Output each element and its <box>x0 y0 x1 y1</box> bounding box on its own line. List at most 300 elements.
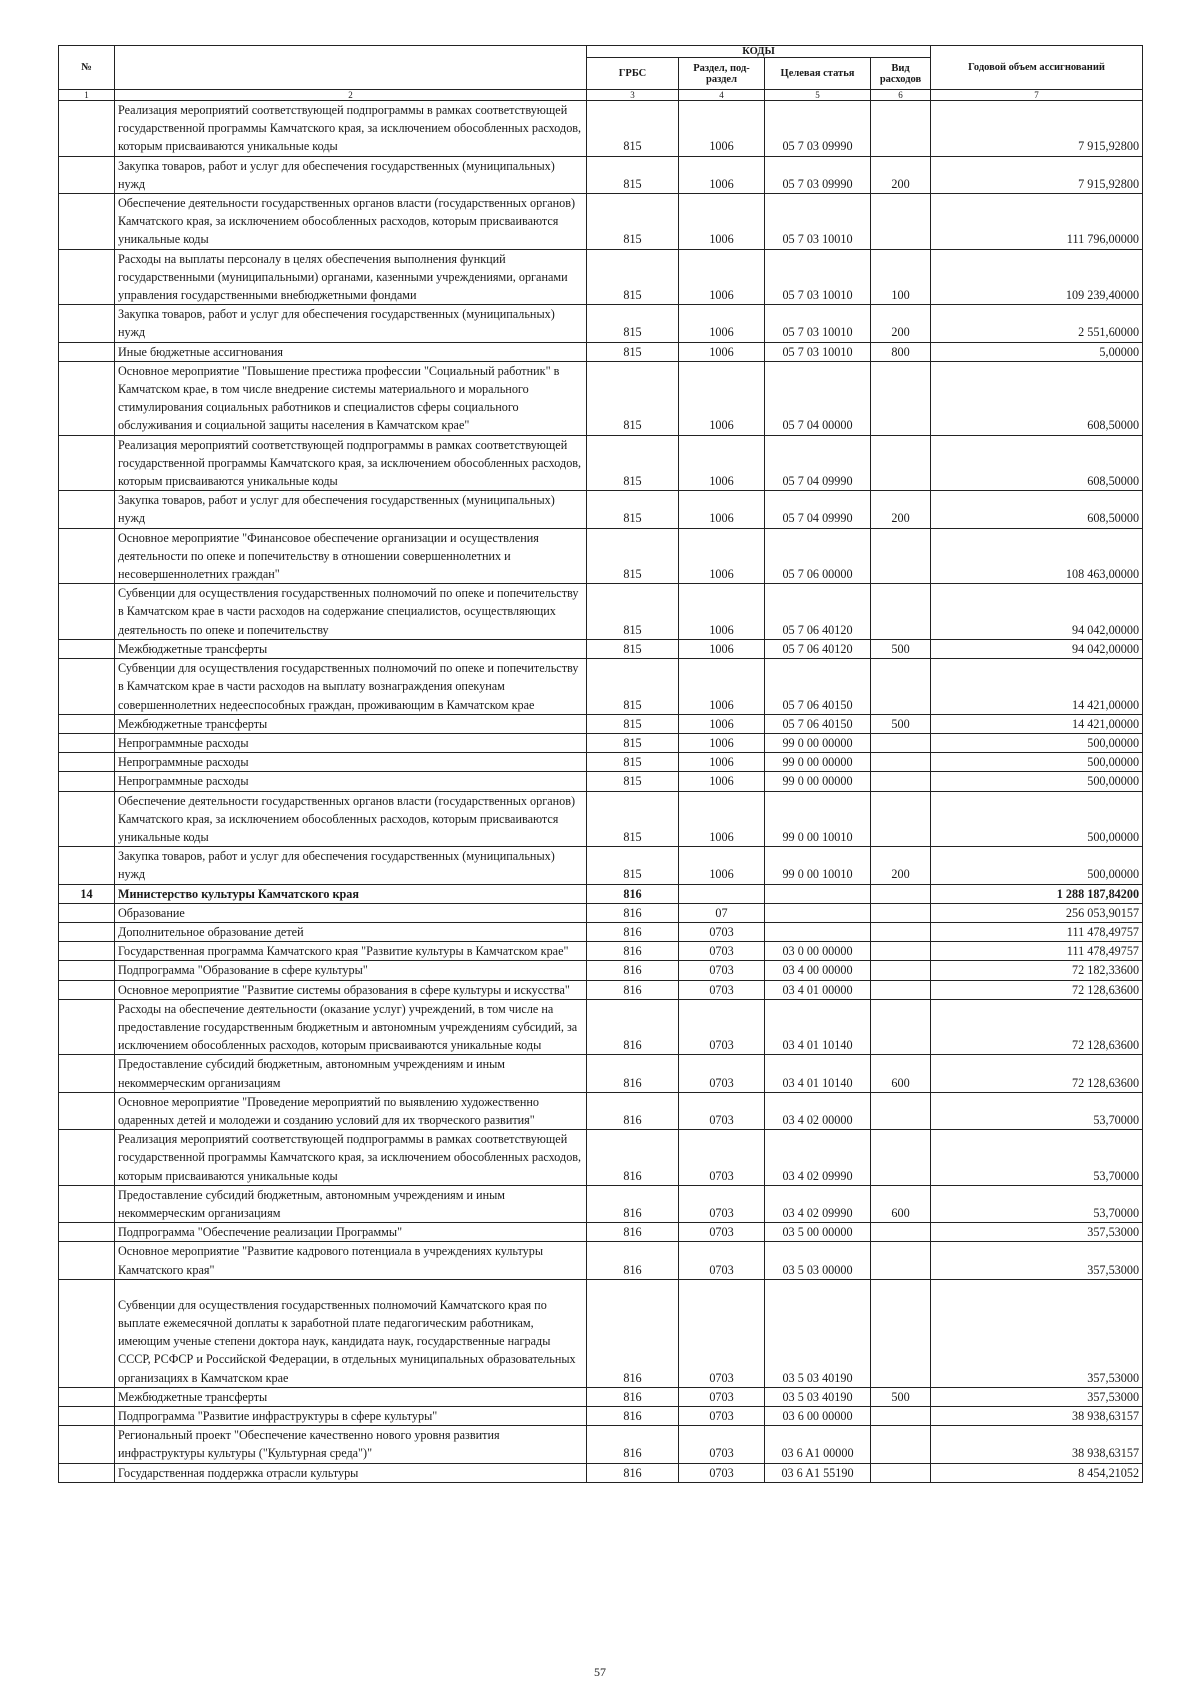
row-razdel: 1006 <box>679 791 765 847</box>
row-vid <box>871 733 931 752</box>
row-amount: 357,53000 <box>931 1242 1143 1279</box>
row-grbs: 815 <box>587 847 679 884</box>
row-vid <box>871 1463 931 1482</box>
table-row <box>59 999 1143 1055</box>
row-number <box>59 1185 115 1222</box>
row-tselevaya: 99 0 00 00000 <box>765 772 871 791</box>
row-tselevaya: 03 4 02 00000 <box>765 1092 871 1129</box>
row-number <box>59 361 115 435</box>
row-razdel: 1006 <box>679 528 765 584</box>
header-razdel: Раздел, под-раздел <box>679 58 765 90</box>
row-grbs: 815 <box>587 491 679 528</box>
col-index: 3 <box>587 90 679 101</box>
row-amount: 357,53000 <box>931 1279 1143 1387</box>
table-row <box>59 980 1143 999</box>
row-vid <box>871 361 931 435</box>
row-razdel: 1006 <box>679 639 765 658</box>
row-tselevaya: 05 7 03 10010 <box>765 305 871 342</box>
row-tselevaya: 03 5 00 00000 <box>765 1223 871 1242</box>
row-razdel: 1006 <box>679 491 765 528</box>
table-row <box>59 435 1143 491</box>
row-amount: 500,00000 <box>931 772 1143 791</box>
row-name: Государственная программа Камчатского края "Развитие культуры в Камчатском крае" <box>115 942 587 961</box>
row-razdel: 1006 <box>679 714 765 733</box>
header-name-blank <box>115 46 587 90</box>
table-row <box>59 361 1143 435</box>
row-amount: 357,53000 <box>931 1387 1143 1406</box>
row-name: Непрограммные расходы <box>115 733 587 752</box>
row-number <box>59 999 115 1055</box>
row-vid: 600 <box>871 1055 931 1092</box>
row-vid <box>871 942 931 961</box>
row-razdel: 0703 <box>679 1242 765 1279</box>
row-vid <box>871 1130 931 1186</box>
row-razdel: 0703 <box>679 999 765 1055</box>
row-grbs: 815 <box>587 249 679 305</box>
row-name: Основное мероприятие "Повышение престижа профессии "Социальный работник" в Камчатском крае, в том числе внедрение системы материального и морального стимулирования социальных работников и специалистов сферы социального обслуживания и социальной защиты населения в Камчатском крае" <box>115 361 587 435</box>
row-name: Предоставление субсидий бюджетным, автономным учреждениям и иным некоммерческим организациям <box>115 1185 587 1222</box>
row-vid <box>871 1242 931 1279</box>
row-razdel: 1006 <box>679 584 765 640</box>
row-amount: 72 128,63600 <box>931 980 1143 999</box>
row-name: Межбюджетные трансферты <box>115 639 587 658</box>
row-razdel: 1006 <box>679 435 765 491</box>
row-grbs: 816 <box>587 1242 679 1279</box>
table-row <box>59 194 1143 250</box>
row-tselevaya <box>765 884 871 903</box>
row-tselevaya: 05 7 03 10010 <box>765 249 871 305</box>
row-vid <box>871 1426 931 1463</box>
row-number <box>59 1223 115 1242</box>
row-razdel: 1006 <box>679 772 765 791</box>
row-tselevaya: 03 4 01 10140 <box>765 999 871 1055</box>
row-number <box>59 435 115 491</box>
table-row <box>59 1407 1143 1426</box>
row-amount: 53,70000 <box>931 1130 1143 1186</box>
row-grbs: 815 <box>587 772 679 791</box>
row-razdel: 1006 <box>679 361 765 435</box>
row-amount: 72 128,63600 <box>931 1055 1143 1092</box>
row-tselevaya: 05 7 06 40120 <box>765 639 871 658</box>
row-amount: 38 938,63157 <box>931 1407 1143 1426</box>
row-name: Государственная поддержка отрасли культуры <box>115 1463 587 1482</box>
row-number <box>59 1407 115 1426</box>
row-amount: 608,50000 <box>931 361 1143 435</box>
row-number <box>59 1426 115 1463</box>
row-number <box>59 1387 115 1406</box>
table-row <box>59 772 1143 791</box>
row-vid <box>871 961 931 980</box>
row-tselevaya: 03 6 A1 55190 <box>765 1463 871 1482</box>
row-tselevaya <box>765 922 871 941</box>
table-row <box>59 714 1143 733</box>
row-grbs: 816 <box>587 1387 679 1406</box>
row-number <box>59 733 115 752</box>
row-razdel: 1006 <box>679 194 765 250</box>
row-grbs: 815 <box>587 361 679 435</box>
row-vid <box>871 584 931 640</box>
row-razdel: 1006 <box>679 733 765 752</box>
row-tselevaya: 99 0 00 10010 <box>765 791 871 847</box>
header-num: № <box>59 46 115 90</box>
row-amount: 53,70000 <box>931 1185 1143 1222</box>
row-razdel: 0703 <box>679 1407 765 1426</box>
row-name: Подпрограмма "Развитие инфраструктуры в сфере культуры" <box>115 1407 587 1426</box>
row-amount: 1 288 187,84200 <box>931 884 1143 903</box>
row-grbs: 816 <box>587 961 679 980</box>
row-vid <box>871 884 931 903</box>
row-amount: 7 915,92800 <box>931 101 1143 157</box>
row-tselevaya: 05 7 03 10010 <box>765 194 871 250</box>
table-row <box>59 791 1143 847</box>
row-vid <box>871 1223 931 1242</box>
row-amount: 108 463,00000 <box>931 528 1143 584</box>
row-vid <box>871 753 931 772</box>
row-amount: 72 128,63600 <box>931 999 1143 1055</box>
row-razdel: 1006 <box>679 342 765 361</box>
row-number <box>59 1463 115 1482</box>
row-amount: 357,53000 <box>931 1223 1143 1242</box>
row-name: Реализация мероприятий соответствующей подпрограммы в рамках соответствующей государственной программы Камчатского края, за исключением обособленных расходов, которым присваиваются уникальные коды <box>115 435 587 491</box>
row-name: Закупка товаров, работ и услуг для обеспечения государственных (муниципальных) нужд <box>115 305 587 342</box>
row-grbs: 816 <box>587 884 679 903</box>
table-row <box>59 584 1143 640</box>
row-razdel: 0703 <box>679 942 765 961</box>
row-razdel: 0703 <box>679 1387 765 1406</box>
row-grbs: 816 <box>587 1092 679 1129</box>
row-amount: 53,70000 <box>931 1092 1143 1129</box>
table-row <box>59 305 1143 342</box>
row-grbs: 816 <box>587 903 679 922</box>
row-name: Основное мероприятие "Развитие кадрового потенциала в учреждениях культуры Камчатского края" <box>115 1242 587 1279</box>
table-row <box>59 491 1143 528</box>
row-number <box>59 980 115 999</box>
row-razdel: 0703 <box>679 1223 765 1242</box>
row-amount: 500,00000 <box>931 791 1143 847</box>
row-number <box>59 961 115 980</box>
row-tselevaya: 03 4 01 10140 <box>765 1055 871 1092</box>
table-body <box>59 101 1143 1483</box>
row-vid <box>871 999 931 1055</box>
row-vid <box>871 791 931 847</box>
table-row <box>59 1463 1143 1482</box>
row-name: Региональный проект "Обеспечение качественно нового уровня развития инфраструктуры культуры ("Культурная среда")" <box>115 1426 587 1463</box>
row-razdel: 0703 <box>679 1055 765 1092</box>
page-number: 57 <box>594 1665 606 1679</box>
row-razdel: 1006 <box>679 249 765 305</box>
budget-table-sheet <box>58 45 1142 1483</box>
row-vid: 200 <box>871 305 931 342</box>
row-tselevaya: 03 5 03 40190 <box>765 1279 871 1387</box>
row-grbs: 816 <box>587 1407 679 1426</box>
row-amount: 5,00000 <box>931 342 1143 361</box>
row-name: Субвенции для осуществления государственных полномочий по опеке и попечительству в Камчатском крае в части расходов на выплату вознаграждения опекунам совершеннолетних недееспособных граждан, проживающим в Камчатском крае <box>115 659 587 715</box>
table-row <box>59 961 1143 980</box>
row-number <box>59 584 115 640</box>
column-index-row <box>59 90 1143 101</box>
row-razdel: 0703 <box>679 1463 765 1482</box>
row-tselevaya: 03 0 00 00000 <box>765 942 871 961</box>
row-number <box>59 249 115 305</box>
row-number <box>59 903 115 922</box>
col-index: 7 <box>931 90 1143 101</box>
row-vid <box>871 194 931 250</box>
row-grbs: 815 <box>587 101 679 157</box>
row-number <box>59 1055 115 1092</box>
row-number <box>59 1130 115 1186</box>
row-grbs: 816 <box>587 999 679 1055</box>
row-tselevaya: 03 4 02 09990 <box>765 1130 871 1186</box>
row-number <box>59 772 115 791</box>
row-number <box>59 1242 115 1279</box>
row-amount: 111 478,49757 <box>931 922 1143 941</box>
row-amount: 38 938,63157 <box>931 1426 1143 1463</box>
row-razdel: 07 <box>679 903 765 922</box>
row-name: Подпрограмма "Образование в сфере культуры" <box>115 961 587 980</box>
table-row <box>59 903 1143 922</box>
table-row <box>59 1426 1143 1463</box>
row-grbs: 816 <box>587 922 679 941</box>
row-name: Образование <box>115 903 587 922</box>
row-number <box>59 342 115 361</box>
row-name: Дополнительное образование детей <box>115 922 587 941</box>
col-index: 5 <box>765 90 871 101</box>
row-number <box>59 1092 115 1129</box>
row-vid: 200 <box>871 156 931 193</box>
row-tselevaya: 03 5 03 00000 <box>765 1242 871 1279</box>
table-row <box>59 156 1143 193</box>
row-amount: 72 182,33600 <box>931 961 1143 980</box>
row-name: Закупка товаров, работ и услуг для обеспечения государственных (муниципальных) нужд <box>115 491 587 528</box>
row-razdel: 1006 <box>679 753 765 772</box>
row-number <box>59 639 115 658</box>
table-row <box>59 753 1143 772</box>
row-number <box>59 847 115 884</box>
row-name: Расходы на обеспечение деятельности (оказание услуг) учреждений, в том числе на предоставление государственным бюджетным и автономным учреждениям субсидий, за исключением обособленных расходов, которым присваиваются уникальные коды <box>115 999 587 1055</box>
table-row <box>59 528 1143 584</box>
col-index: 4 <box>679 90 765 101</box>
row-number <box>59 194 115 250</box>
row-grbs: 815 <box>587 753 679 772</box>
row-vid <box>871 1092 931 1129</box>
table-row <box>59 922 1143 941</box>
row-razdel: 0703 <box>679 922 765 941</box>
row-razdel: 0703 <box>679 1092 765 1129</box>
table-row <box>59 1242 1143 1279</box>
row-amount: 500,00000 <box>931 847 1143 884</box>
row-tselevaya <box>765 903 871 922</box>
col-index: 1 <box>59 90 115 101</box>
row-grbs: 816 <box>587 1463 679 1482</box>
row-name: Межбюджетные трансферты <box>115 714 587 733</box>
row-number <box>59 659 115 715</box>
row-name: Реализация мероприятий соответствующей подпрограммы в рамках соответствующей государственной программы Камчатского края, за исключением обособленных расходов, которым присваиваются уникальные коды <box>115 101 587 157</box>
row-amount: 8 454,21052 <box>931 1463 1143 1482</box>
table-row <box>59 1279 1143 1387</box>
row-name: Обеспечение деятельности государственных органов власти (государственных органов) Камчатского края, за исключением обособленных расходов, которым присваиваются уникальные коды <box>115 194 587 250</box>
row-tselevaya: 05 7 04 09990 <box>765 491 871 528</box>
row-tselevaya: 03 5 03 40190 <box>765 1387 871 1406</box>
row-razdel: 0703 <box>679 980 765 999</box>
table-row <box>59 101 1143 157</box>
row-tselevaya: 99 0 00 00000 <box>765 733 871 752</box>
row-number <box>59 305 115 342</box>
row-number <box>59 156 115 193</box>
row-grbs: 815 <box>587 156 679 193</box>
col-index: 2 <box>115 90 587 101</box>
row-number: 14 <box>59 884 115 903</box>
row-razdel: 1006 <box>679 659 765 715</box>
row-grbs: 816 <box>587 1426 679 1463</box>
row-vid <box>871 1279 931 1387</box>
row-amount: 111 796,00000 <box>931 194 1143 250</box>
row-grbs: 815 <box>587 639 679 658</box>
row-grbs: 815 <box>587 584 679 640</box>
row-vid: 200 <box>871 847 931 884</box>
table-row <box>59 1055 1143 1092</box>
row-amount: 2 551,60000 <box>931 305 1143 342</box>
row-grbs: 815 <box>587 791 679 847</box>
row-name: Обеспечение деятельности государственных органов власти (государственных органов) Камчатского края, за исключением обособленных расходов, которым присваиваются уникальные коды <box>115 791 587 847</box>
row-amount: 109 239,40000 <box>931 249 1143 305</box>
row-razdel: 0703 <box>679 961 765 980</box>
row-grbs: 815 <box>587 342 679 361</box>
header-amount: Годовой объем ассигнований <box>931 46 1143 90</box>
table-row <box>59 733 1143 752</box>
row-tselevaya: 05 7 06 40150 <box>765 659 871 715</box>
row-tselevaya: 03 4 00 00000 <box>765 961 871 980</box>
row-number <box>59 791 115 847</box>
row-tselevaya: 03 6 00 00000 <box>765 1407 871 1426</box>
row-amount: 111 478,49757 <box>931 942 1143 961</box>
row-tselevaya: 03 4 01 00000 <box>765 980 871 999</box>
row-number <box>59 942 115 961</box>
row-name: Предоставление субсидий бюджетным, автономным учреждениям и иным некоммерческим организациям <box>115 1055 587 1092</box>
row-razdel: 1006 <box>679 101 765 157</box>
row-vid <box>871 772 931 791</box>
table-row <box>59 1387 1143 1406</box>
row-vid <box>871 922 931 941</box>
row-amount: 500,00000 <box>931 753 1143 772</box>
row-amount: 14 421,00000 <box>931 714 1143 733</box>
row-tselevaya: 05 7 03 10010 <box>765 342 871 361</box>
table-row <box>59 1092 1143 1129</box>
row-tselevaya: 05 7 06 40120 <box>765 584 871 640</box>
row-name: Основное мероприятие "Развитие системы образования в сфере культуры и искусства" <box>115 980 587 999</box>
row-name: Реализация мероприятий соответствующей подпрограммы в рамках соответствующей государственной программы Камчатского края, за исключением обособленных расходов, которым присваиваются уникальные коды <box>115 1130 587 1186</box>
row-amount: 94 042,00000 <box>931 639 1143 658</box>
budget-table <box>58 45 1143 1483</box>
row-tselevaya: 99 0 00 10010 <box>765 847 871 884</box>
row-grbs: 816 <box>587 980 679 999</box>
row-vid <box>871 659 931 715</box>
table-row <box>59 249 1143 305</box>
header-codes: КОДЫ <box>587 46 931 58</box>
row-grbs: 815 <box>587 528 679 584</box>
row-amount: 256 053,90157 <box>931 903 1143 922</box>
row-grbs: 815 <box>587 194 679 250</box>
row-name: Субвенции для осуществления государственных полномочий Камчатского края по выплате ежемесячной доплаты к заработной плате педагогическим работникам, имеющим ученые степени доктора наук, кандидата наук, государственные награды СССР, РСФСР и Российской Федерации, в отдельных муниципальных образовательных организациях в Камчатском крае <box>115 1279 587 1387</box>
row-grbs: 815 <box>587 659 679 715</box>
table-row <box>59 1185 1143 1222</box>
row-vid: 500 <box>871 1387 931 1406</box>
row-vid: 500 <box>871 714 931 733</box>
row-name: Субвенции для осуществления государственных полномочий по опеке и попечительству в Камчатском крае в части расходов на содержание специалистов, осуществляющих деятельность по опеке и попечительству <box>115 584 587 640</box>
row-vid <box>871 435 931 491</box>
row-vid <box>871 1407 931 1426</box>
row-grbs: 816 <box>587 1055 679 1092</box>
table-row <box>59 847 1143 884</box>
row-grbs: 816 <box>587 1130 679 1186</box>
row-name: Иные бюджетные ассигнования <box>115 342 587 361</box>
row-tselevaya: 05 7 03 09990 <box>765 156 871 193</box>
row-name: Закупка товаров, работ и услуг для обеспечения государственных (муниципальных) нужд <box>115 847 587 884</box>
col-index: 6 <box>871 90 931 101</box>
row-grbs: 816 <box>587 1279 679 1387</box>
row-vid <box>871 528 931 584</box>
row-name: Основное мероприятие "Финансовое обеспечение организации и осуществления деятельности по опеке и попечительству в отношении совершеннолетних и несовершеннолетних граждан" <box>115 528 587 584</box>
row-amount: 608,50000 <box>931 491 1143 528</box>
row-number <box>59 753 115 772</box>
row-tselevaya: 99 0 00 00000 <box>765 753 871 772</box>
row-name: Министерство культуры Камчатского края <box>115 884 587 903</box>
row-grbs: 815 <box>587 733 679 752</box>
row-tselevaya: 05 7 06 00000 <box>765 528 871 584</box>
row-number <box>59 101 115 157</box>
header-vid: Вид расходов <box>871 58 931 90</box>
row-razdel: 1006 <box>679 847 765 884</box>
row-vid <box>871 903 931 922</box>
row-tselevaya: 05 7 04 00000 <box>765 361 871 435</box>
row-razdel: 0703 <box>679 1279 765 1387</box>
header-grbs: ГРБС <box>587 58 679 90</box>
row-name: Непрограммные расходы <box>115 753 587 772</box>
row-grbs: 816 <box>587 942 679 961</box>
row-tselevaya: 05 7 06 40150 <box>765 714 871 733</box>
row-number <box>59 1279 115 1387</box>
table-row <box>59 1223 1143 1242</box>
row-razdel: 0703 <box>679 1185 765 1222</box>
row-number <box>59 922 115 941</box>
row-name: Закупка товаров, работ и услуг для обеспечения государственных (муниципальных) нужд <box>115 156 587 193</box>
row-grbs: 815 <box>587 305 679 342</box>
row-vid: 500 <box>871 639 931 658</box>
row-vid: 800 <box>871 342 931 361</box>
table-row <box>59 942 1143 961</box>
row-number <box>59 491 115 528</box>
row-tselevaya: 03 4 02 09990 <box>765 1185 871 1222</box>
row-name: Межбюджетные трансферты <box>115 1387 587 1406</box>
row-name: Основное мероприятие "Проведение мероприятий по выявлению художественно одаренных детей и молодежи и созданию условий для их творческого развития" <box>115 1092 587 1129</box>
row-grbs: 815 <box>587 435 679 491</box>
row-number <box>59 528 115 584</box>
table-row <box>59 659 1143 715</box>
row-razdel: 1006 <box>679 156 765 193</box>
row-tselevaya: 05 7 04 09990 <box>765 435 871 491</box>
header-tselevaya: Целевая статья <box>765 58 871 90</box>
row-grbs: 816 <box>587 1185 679 1222</box>
row-amount: 7 915,92800 <box>931 156 1143 193</box>
row-vid <box>871 980 931 999</box>
row-tselevaya: 05 7 03 09990 <box>765 101 871 157</box>
row-vid: 100 <box>871 249 931 305</box>
row-amount: 14 421,00000 <box>931 659 1143 715</box>
row-vid: 600 <box>871 1185 931 1222</box>
row-grbs: 816 <box>587 1223 679 1242</box>
table-row <box>59 1130 1143 1186</box>
row-amount: 500,00000 <box>931 733 1143 752</box>
row-razdel: 1006 <box>679 305 765 342</box>
